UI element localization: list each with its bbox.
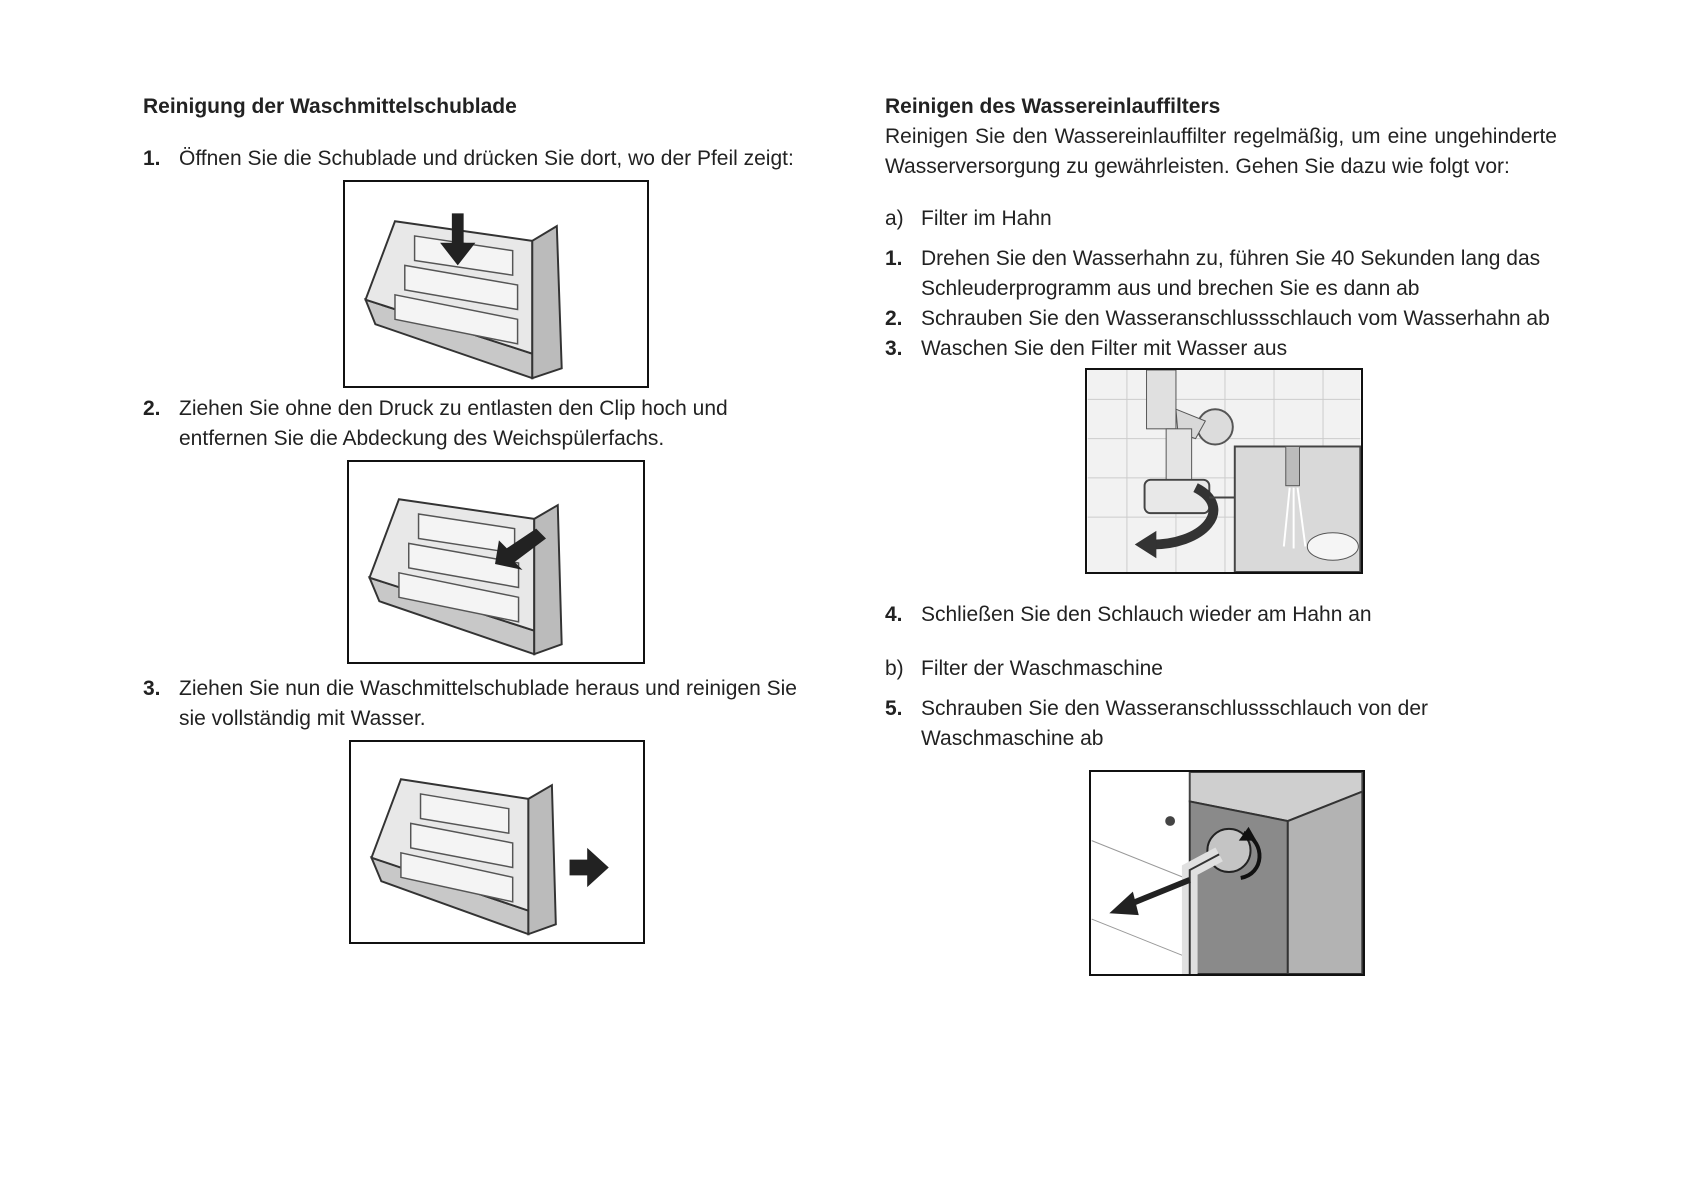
right-intro: Reinigen Sie den Wassereinlauffilter regelmäßig, um eine ungehinderte Wasserversorgung zu gewährleisten. Gehen Sie dazu wie folgt vor: [885,125,1557,178]
left-step-2 [143,394,803,454]
step-text: Öffnen Sie die Schublade und drücken Sie dort, wo der Pfeil zeigt: [179,147,794,170]
drawer-press-illustration [343,180,649,388]
section-b [885,654,1557,684]
tap-filter-illustration [1085,368,1363,574]
machine-hose-drawing [1091,772,1363,974]
drawer-remove-drawing [351,742,643,942]
step-number: 3. [143,677,161,700]
right-step-3 [885,334,1557,364]
step-text: Ziehen Sie nun die Waschmittelschublade heraus und reinigen Sie sie vollständig mit Wasser. [179,677,797,730]
drawer-clip-illustration [347,460,645,664]
right-column [885,92,1557,976]
left-title: Reinigung der Waschmittelschublade [143,95,517,118]
step-number: 1. [143,147,161,170]
step-text: Waschen Sie den Filter mit Wasser aus [921,337,1288,360]
tap-filter-drawing [1087,370,1361,572]
left-step-1 [143,144,803,174]
step-text: Drehen Sie den Wasserhahn zu, führen Sie 40 Sekunden lang das Schleuderprogramm aus und brechen Sie es dann ab [921,247,1541,300]
drawer-press-drawing [345,182,647,386]
step-text: Schrauben Sie den Wasseranschlussschlauch von der Waschmaschine ab [921,697,1429,750]
step-number: 2. [885,307,903,330]
left-step-3 [143,674,803,734]
section-text: Filter der Waschmaschine [921,657,1163,680]
step-number: 1. [885,247,903,270]
left-column [143,92,803,944]
step-text: Schließen Sie den Schlauch wieder am Hahn an [921,603,1372,626]
drawer-remove-illustration [349,740,645,944]
section-letter: a) [885,207,904,230]
right-step-2 [885,304,1557,334]
step-number: 3. [885,337,903,360]
step-text: Schrauben Sie den Wasseranschlussschlauch vom Wasserhahn ab [921,307,1550,330]
section-text: Filter im Hahn [921,207,1052,230]
step-number: 2. [143,397,161,420]
section-a [885,204,1557,234]
right-step-1 [885,244,1557,304]
section-letter: b) [885,657,904,680]
step-number: 4. [885,603,903,626]
drawer-clip-drawing [349,462,643,662]
step-number: 5. [885,697,903,720]
right-title: Reinigen des Wassereinlauffilters [885,95,1221,118]
right-step-5 [885,694,1557,754]
step-text: Ziehen Sie ohne den Druck zu entlasten den Clip hoch und entfernen Sie die Abdeckung des Weichspülerfachs. [179,397,728,450]
right-step-4 [885,600,1557,630]
machine-hose-illustration [1089,770,1365,976]
